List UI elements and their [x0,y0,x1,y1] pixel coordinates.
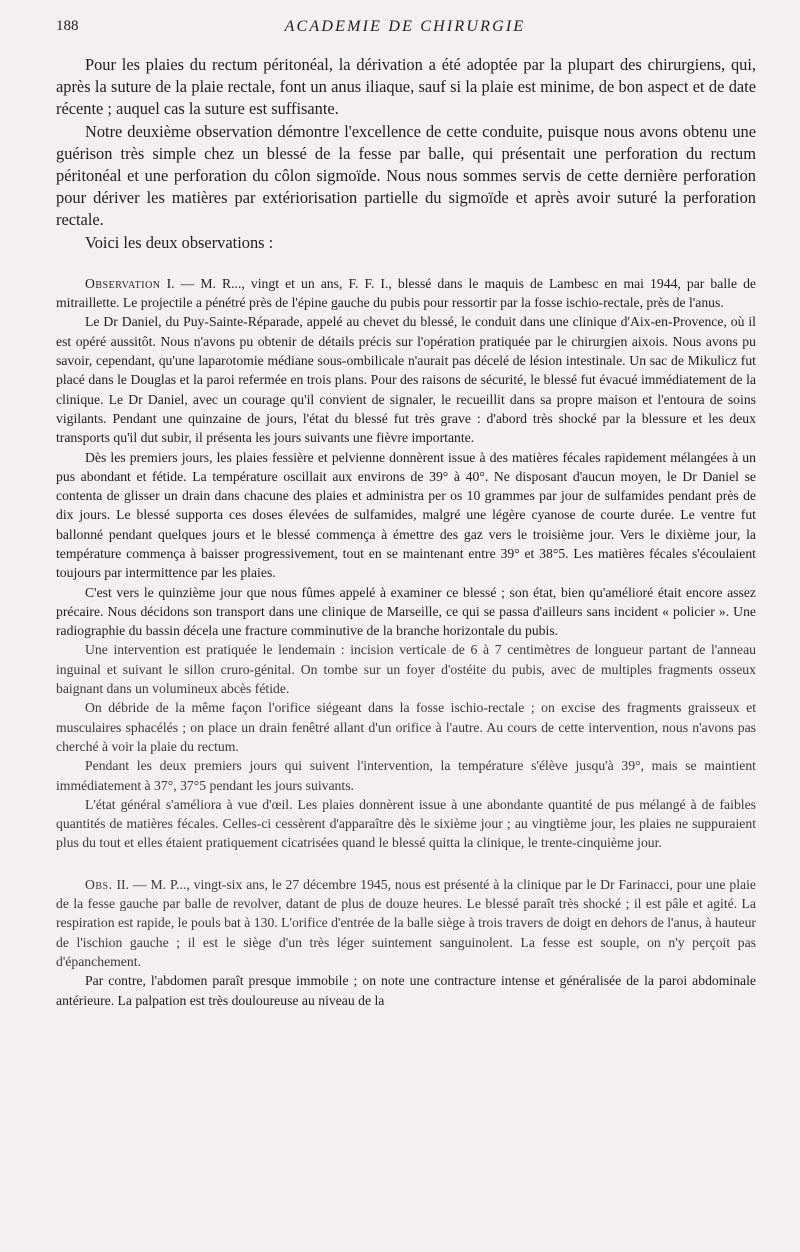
paragraph-11 [56,795,756,853]
paragraph-text: I. — M. R..., vingt et un ans, F. F. I., blessé dans le maquis de Lambesc en mai 1944, par balle de mitraillette. Le projectile a pénétré près de l'épine gauche du pubis pour ressortir par la fosse ischio-rectale, près de l'anus. [56,275,756,311]
page-number: 188 [56,18,79,34]
paragraph-text: Une intervention est pratiquée le lendemain : incision verticale de 6 à 7 centimètres de longueur partant de l'anneau inguinal et suivant le sillon cruro-génital. On tombe sur un foyer d'ostéite du pubis, avec de multiples fragments osseux baignant dans un volumineux abcès fétide. [56,642,756,697]
paragraph-5 [56,312,756,447]
paragraph-text: Pendant les deux premiers jours qui suivent l'intervention, la température s'élève jusqu'à 39°, mais se maintient immédiatement à 37°, 37°5 pendant les jours suivants. [56,758,756,793]
paragraph-8 [56,640,756,698]
paragraph-text: Notre deuxième observation démontre l'excellence de cette conduite, puisque nous avons obtenu une guérison très simple chez un blessé de la fesse par balle, qui présentait une perforation du rectum péritonéal et une perforation du côlon sigmoïde. Nous nous sommes servis de cette dernière perforation pour dériver les matières par extériorisation partielle du sigmoïde et après avoir suturé la perforation rectale. [56,121,756,230]
paragraph-text: On débride de la même façon l'orifice siégeant dans la fosse ischio-rectale ; on excise des fragments graisseux et musculaires sphacélés ; on place un drain fenêtré allant d'un orifice à l'autre. Au cours de cette intervention, nous n'avons pas cherché à voir la plaie du rectum. [56,700,756,754]
paragraph-text: C'est vers le quinzième jour que nous fûmes appelé à examiner ce blessé ; son état, bien qu'amélioré était encore assez précaire. Nous décidons son transport dans une clinique de Marseille, ce qui se passa d'ailleurs sans incident « policier ». Une radiographie du bassin décela une fracture comminutive de la branche horizontale du pubis. [56,584,756,639]
page-header [56,18,754,42]
paragraph-6 [56,448,756,583]
paragraph-13 [56,971,756,1010]
paragraph-text: L'état général s'améliora à vue d'œil. Les plaies donnèrent issue à une abondante quantité de pus mélangé à de faibles quantités de matières fécales. Celles-ci cessèrent d'apparaître dès le sixième jour ; au vingtième jour, les plaies ne suppuraient plus du tout et elles étaient pratiquement cicatrisées quand le blessé quitta la clinique, le trente-cinquième jour. [56,796,756,851]
running-title: ACADEMIE DE CHIRURGIE [284,18,526,35]
paragraph-text: Le Dr Daniel, du Puy-Sainte-Réparade, appelé au chevet du blessé, le conduit dans une clinique d'Aix-en-Provence, où il est opéré aussitôt. Nous n'avons pu obtenir de détails précis sur l'opération pratiquée par le chirurgien aixois. Nous avons pu savoir, cependant, qu'une laparotomie médiane sous-ombilicale n'aurait pas décelé de lésion intestinale. Un sac de Mikulicz fut placé dans le Douglas et la paroi refermée en trois plans. Pour des raisons de sécurité, le blessé fut évacué immédiatement de la clinique. Le Dr Daniel, avec un courage qu'il convient de signaler, le recueillit dans sa propre maison et l'entoura de soins vigilants. Pendant une quinzaine de jours, l'état du blessé fut très grave : d'abord très shocké par la blessure et les deux transports qu'il dut subir, il présenta les jours suivants une fièvre importante. [56,314,756,446]
observation-lead: Observation [85,275,161,291]
paragraph-text: II. — M. P..., vingt-six ans, le 27 décembre 1945, nous est présenté à la clinique par le Dr Farinacci, pour une plaie de la fesse gauche par balle de revolver, datant de plus de douze heures. Le blessé paraît très shocké ; il est pâle et agité. La respiration est rapide, le pouls bat à 130. L'orifice d'entrée de la balle siège à trois travers de doigt en dehors de l'anus, à hauteur de l'ischion gauche ; il est le siège d'un très léger suintement sanguinolent. La fesse est souple, on n'y perçoit pas d'épanchement. [56,876,756,969]
paragraph-9 [56,698,756,756]
paragraph-text: Dès les premiers jours, les plaies fessière et pelvienne donnèrent issue à des matières fécales rapidement mélangées à un pus abondant et fétide. La température oscillait aux environs de 39° à 40°. Ne disposant d'aucun moyen, le Dr Daniel se contenta de glisser un drain dans chacune des plaies et administra per os 10 grammes par jour de sulfamides pendant près de dix jours. Le blessé supporta ces doses élevées de sulfamides, malgré une légère cyanose de courte durée. Le ventre fut ballonné pendant quelques jours et le blessé commença à émettre des gaz vers le troisième jour. Vers le dixième jour, la température commença à baisser progressivement, tout en se maintenant entre 39° et 38°5. Les matières fécales s'écoulaient toujours par intermittence par les plaies. [56,449,756,581]
paragraph-text: Pour les plaies du rectum péritonéal, la dérivation a été adoptée par la plupart des chirurgiens, qui, après la suture de la plaie rectale, font un anus iliaque, sauf si la plaie est minime, de bon aspect et de date récente ; auquel cas la suture est suffisante. [56,55,756,119]
observation-1-intro [56,274,756,313]
paragraph-text: Voici les deux observations : [85,232,274,252]
observation-lead: Obs. [85,876,113,892]
article-body [56,54,756,1010]
paragraph-7 [56,583,756,641]
paragraph-10 [56,756,756,795]
paragraph-3 [56,232,756,254]
paragraph-1 [56,54,756,121]
observation-2-intro [56,875,756,971]
paragraph-text: Par contre, l'abdomen paraît presque immobile ; on note une contracture intense et généralisée de la paroi abdominale antérieure. La palpation est très douloureuse au niveau de la [56,973,756,1008]
paragraph-2 [56,121,756,232]
